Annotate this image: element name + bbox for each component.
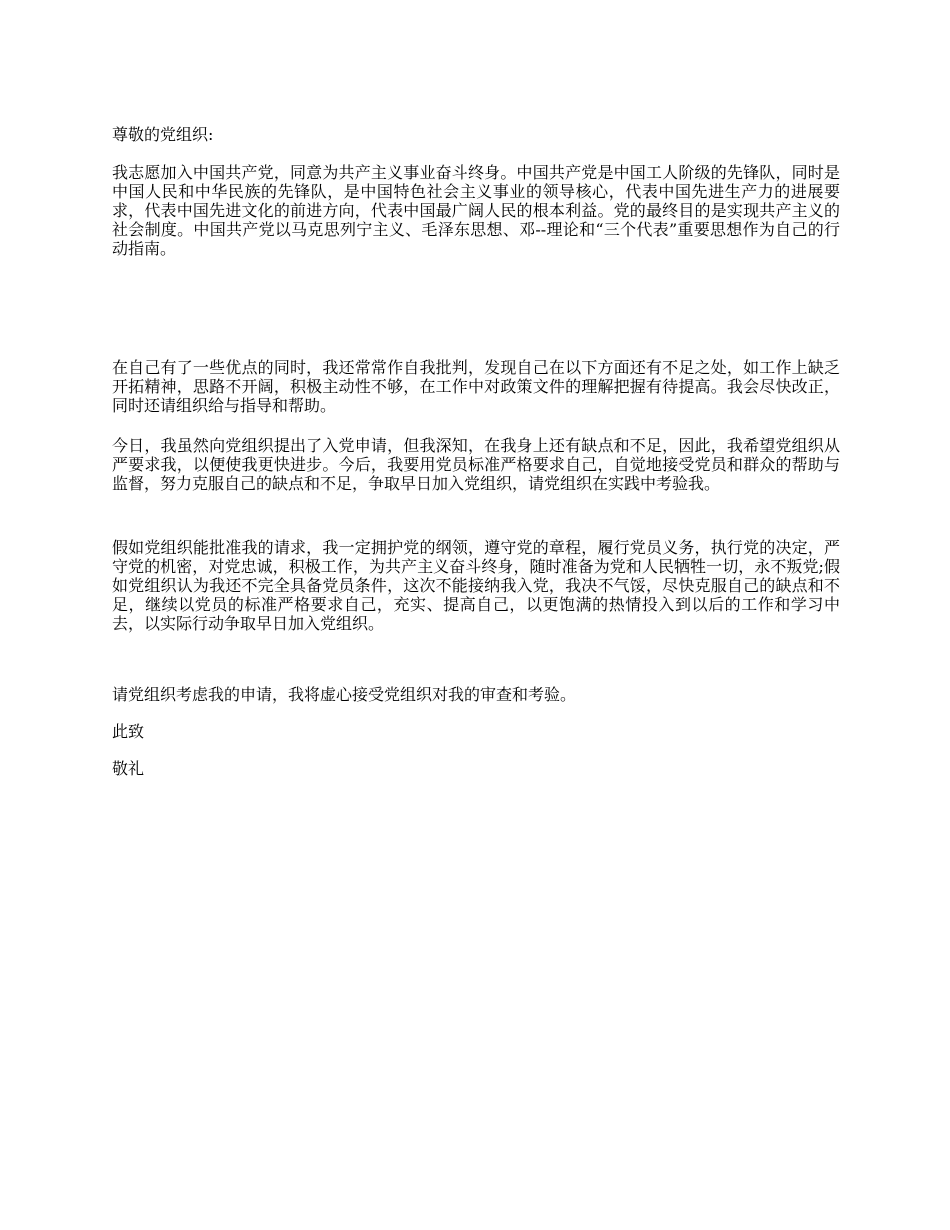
closing-line-2: 敬礼 — [112, 759, 145, 778]
paragraph-pledge: 假如党组织能批准我的请求，我一定拥护党的纲领，遵守党的章程，履行党员义务，执行党的决定，严守党的机密，对党忠诚，积极工作，为共产主义奋斗终身，随时准备为党和人民牺牲一切，永不叛党;假如党组织认为我还不完全具备党员条件，这次不能接纳我入党，我决不气馁，尽快克服自己的缺点和不足，继续以党员的标准严格要求自己，充实、提高自己，以更饱满的热情投入到以后的工作和学习中去，以实际行动争取早日加入党组织。 — [112, 538, 840, 633]
salutation: 尊敬的党组织: — [112, 125, 214, 144]
paragraph-request-consideration: 请党组织考虑我的申请，我将虚心接受党组织对我的审查和考验。 — [112, 685, 577, 704]
paragraph-commitment: 我志愿加入中国共产党，同意为共产主义事业奋斗终身。中国共产党是中国工人阶级的先锋队，同时是中国人民和中华民族的先锋队，是中国特色社会主义事业的领导核心，代表中国先进生产力的进展要求，代表中国先进文化的前进方向，代表中国最广阔人民的根本利益。党的最终目的是实现共产主义的社会制度。中国共产党以马克思列宁主义、毛泽东思想、邓--理论和“三个代表”重要思想作为自己的行动指南。 — [112, 163, 840, 258]
paragraph-request-strictness: 今日，我虽然向党组织提出了入党申请，但我深知，在我身上还有缺点和不足，因此，我希望党组织从严要求我，以便使我更快进步。今后，我要用党员标准严格要求自己，自觉地接受党员和群众的帮助与监督，努力克服自己的缺点和不足，争取早日加入党组织，请党组织在实践中考验我。 — [112, 436, 840, 493]
closing-line-1: 此致 — [112, 722, 145, 741]
paragraph-self-criticism: 在自己有了一些优点的同时，我还常常作自我批判，发现自己在以下方面还有不足之处，如工作上缺乏开拓精神，思路不开阔，积极主动性不够，在工作中对政策文件的理解把握有待提高。我会尽快改正，同时还请组织给与指导和帮助。 — [112, 358, 840, 415]
